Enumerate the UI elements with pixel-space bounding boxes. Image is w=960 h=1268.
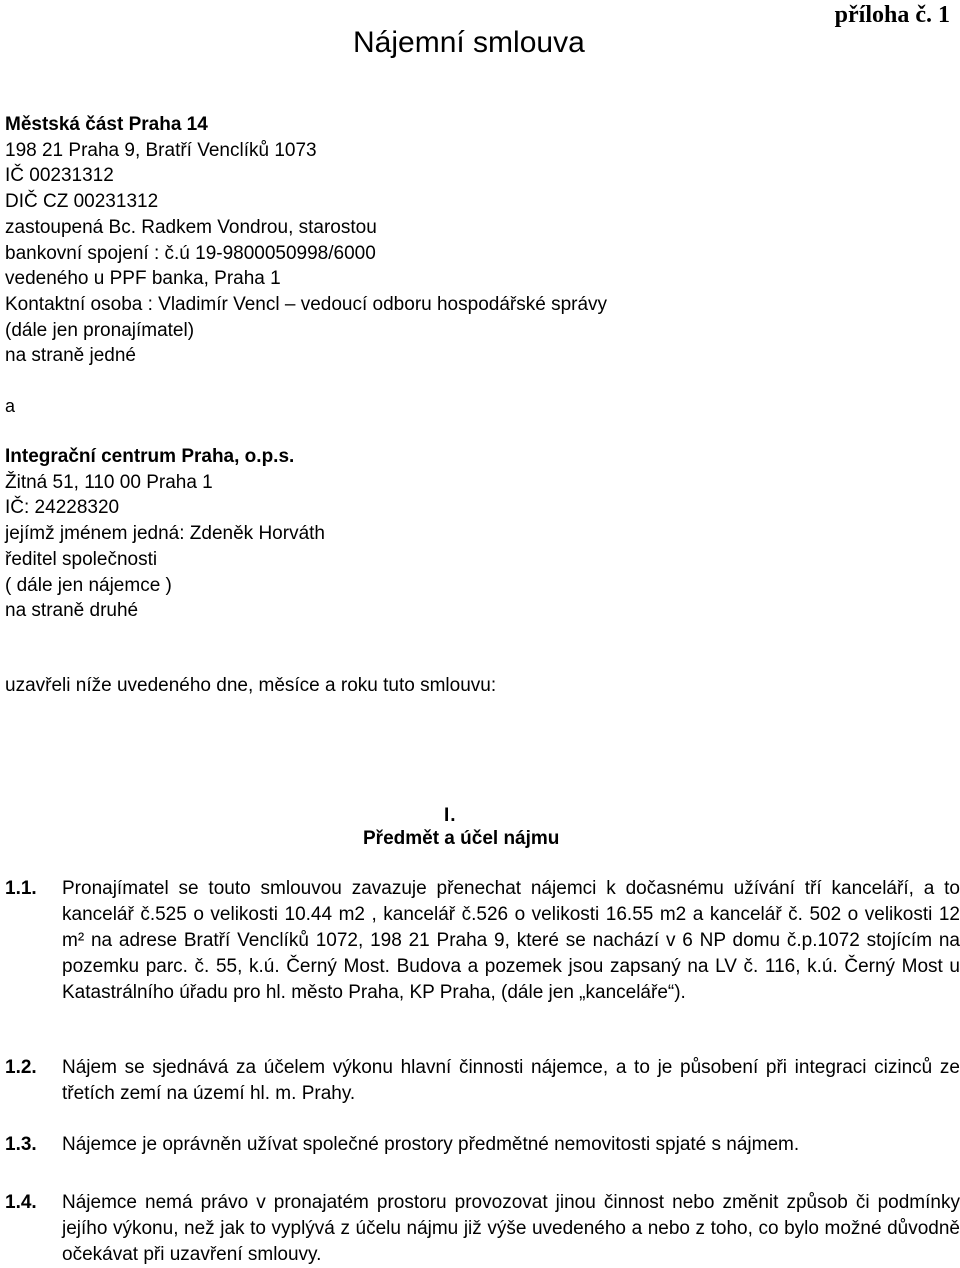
tenant-name: Integrační centrum Praha, o.p.s. — [5, 446, 295, 467]
landlord-ic: IČ 00231312 — [5, 165, 114, 187]
landlord-bank-account: bankovní spojení : č.ú 19-9800050998/6000 — [5, 242, 376, 264]
landlord-address: 198 21 Praha 9, Bratří Venclíků 1073 — [5, 139, 317, 161]
clause-number: 1.1. — [5, 878, 37, 899]
landlord-representative: zastoupená Bc. Radkem Vondrou, starostou — [5, 216, 377, 238]
landlord-dic: DIČ CZ 00231312 — [5, 191, 159, 213]
landlord-name: Městská část Praha 14 — [5, 114, 208, 135]
tenant-side: na straně druhé — [5, 600, 139, 622]
landlord-block — [5, 112, 607, 369]
clause-text: Nájemce je oprávněn užívat společné prostory předmětné nemovitosti spjaté s nájmem. — [62, 1134, 800, 1155]
conjunction: a — [5, 396, 16, 416]
clause-text: Pronajímatel se touto smlouvou zavazuje přenechat nájemci k dočasnému užívání tří kanceláří, a to kancelář č.525 o velikosti 10.44 m2 , kancelář č.526 o velikosti 16.55 m2 a kancelář č. 502 o velikosti 12 m² na adrese Bratří Venclíků 1072, 198 21 Praha 9, které se nachází v 6 NP domu č.p.1072 stojícím na pozemku parc. č. 55, k.ú. Černý Most. Budova a pozemek jsou zapsaný na LV č. 116, k.ú. Černý Most u Katastrálního úřadu pro hl. město Praha, KP Praha, (dále jen „kanceláře“). — [62, 878, 960, 1003]
tenant-ic: IČ: 24228320 — [5, 497, 120, 519]
document-title: Nájemní smlouva — [353, 26, 585, 59]
landlord-role: (dále jen pronajímatel) — [5, 319, 195, 341]
landlord-bank: vedeného u PPF banka, Praha 1 — [5, 268, 281, 290]
tenant-representative: jejímž jménem jedná: Zdeněk Horváth — [5, 523, 325, 545]
landlord-side: na straně jedné — [5, 345, 136, 367]
tenant-role: ( dále jen nájemce ) — [5, 574, 172, 596]
landlord-contact: Kontaktní osoba : Vladimír Vencl – vedoucí odboru hospodářské správy — [5, 293, 608, 315]
section-title: Předmět a účel nájmu — [363, 828, 560, 849]
clause-number: 1.4. — [5, 1192, 37, 1213]
tenant-position: ředitel společnosti — [5, 548, 158, 570]
section-number: I. — [444, 805, 457, 826]
annex-label: příloha č. 1 — [834, 2, 950, 28]
tenant-address: Žitná 51, 110 00 Praha 1 — [5, 471, 213, 493]
clause-text: Nájem se sjednává za účelem výkonu hlavní činnosti nájemce, a to je působení při integraci cizinců ze třetích zemí na území hl. m. Prahy. — [62, 1057, 960, 1104]
clause-text: Nájemce nemá právo v pronajatém prostoru provozovat jinou činnost nebo změnit způsob či podmínky jejího výkonu, než jak to vyplývá z účelu nájmu již výše uvedeného a nebo z toho, co bylo možné důvodně očekávat při uzavření smlouvy. — [62, 1192, 960, 1265]
tenant-block — [5, 444, 325, 624]
intro-sentence: uzavřeli níže uvedeného dne, měsíce a roku tuto smlouvu: — [5, 675, 497, 696]
clause-number: 1.3. — [5, 1134, 37, 1155]
clause-number: 1.2. — [5, 1057, 37, 1078]
